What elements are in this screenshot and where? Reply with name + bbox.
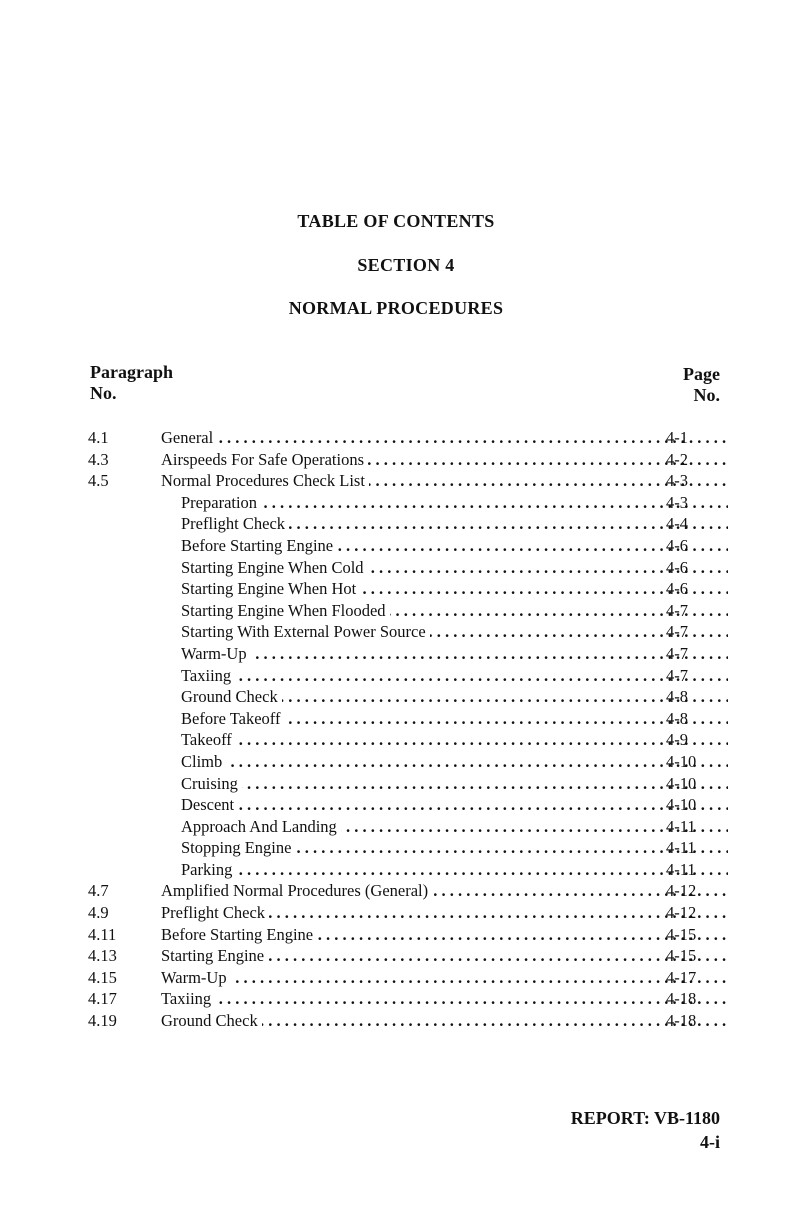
section-title: NORMAL PROCEDURES [288,298,504,318]
toc-leader [161,988,728,1010]
toc-entry [88,880,728,902]
toc-leader [161,967,728,989]
toc-paragraph-number: 4.3 [88,449,109,469]
toc-page-number: 4-9 [666,730,688,750]
toc-entry-title: Taxiing [161,989,215,1008]
toc-entry-title: Takeoff [181,730,236,749]
toc-page-number: 4-18 [666,989,697,1009]
toc-entry-title: Before Starting Engine [181,536,337,555]
paragraph-column-header [90,362,173,404]
toc-entry-title: Normal Procedures Check List [161,471,369,490]
toc-entry [88,535,728,557]
toc-page-number: 4-15 [666,924,697,944]
toc-leader [181,535,728,557]
toc-entry-title: Starting Engine When Flooded [181,601,390,620]
toc-entry [88,945,728,967]
toc-page-number: 4-10 [666,751,697,771]
toc-leader [181,773,728,795]
toc-entry [88,621,728,643]
toc-entry-title: Warm-Up [181,644,251,663]
toc-leader [181,557,728,579]
toc-page-number: 4-18 [666,1011,697,1031]
toc-paragraph-number: 4.1 [88,428,109,447]
toc-entry [88,924,728,946]
toc-leader [181,816,728,838]
toc-leader [181,794,728,816]
toc-entry-title: Warm-Up [161,968,231,987]
toc-entry-title: General [161,428,217,447]
page-number-label: No. [693,385,720,405]
toc-leader [181,859,728,881]
toc-page-number: 4-12 [666,881,697,901]
paragraph-header-label: Paragraph [90,362,173,382]
toc-entry [88,751,728,773]
toc-entry-title: Climb [181,752,226,771]
toc-entry-title: Stopping Engine [181,838,295,857]
toc-heading: TABLE OF CONTENTS [297,211,495,231]
toc-entry [88,492,728,514]
toc-leader [181,513,728,535]
toc-leader [161,945,728,967]
toc-entry-title: Taxiing [181,666,235,685]
toc-entry [88,794,728,816]
toc-leader [181,837,728,859]
toc-page-number: 4-6 [666,535,688,555]
toc-paragraph-number: 4.13 [88,946,117,966]
toc-page-number: 4-12 [666,903,697,923]
toc-entry-title: Cruising [181,774,242,793]
toc-entry-title: Preflight Check [161,903,269,922]
toc-leader [161,902,728,924]
toc-leader [181,492,728,514]
page-column-header [640,364,720,406]
toc-entry [88,686,728,708]
toc-page-number: 4-11 [666,859,696,879]
toc-entry [88,643,728,665]
toc-page-number: 4-10 [666,795,697,815]
toc-leader [181,751,728,773]
toc-leader [181,729,728,751]
toc-paragraph-number: 4.15 [88,967,117,987]
toc-page-number: 4-3 [666,492,688,512]
toc-entry [88,427,728,449]
toc-list [88,427,728,1032]
toc-leader [181,600,728,622]
toc-entry [88,557,728,579]
toc-entry-title: Ground Check [181,687,282,706]
toc-leader [181,621,728,643]
toc-leader [181,708,728,730]
report-number: REPORT: VB-1180 [570,1108,720,1128]
toc-entry [88,773,728,795]
toc-paragraph-number: 4.17 [88,989,117,1009]
toc-page-number: 4-10 [666,773,697,793]
toc-entry-title: Before Starting Engine [161,925,317,944]
toc-entry [88,816,728,838]
toc-leader [181,686,728,708]
toc-entry-title: Starting With External Power Source [181,622,430,641]
toc-leader [161,924,728,946]
toc-entry [88,1010,728,1032]
toc-leader [161,427,728,449]
toc-entry [88,902,728,924]
toc-page-number: 4-17 [666,967,697,987]
toc-leader [181,578,728,600]
toc-page-number: 4-4 [666,514,688,534]
toc-entry-title: Parking [181,860,236,879]
toc-entry [88,708,728,730]
toc-entry-title: Preparation [181,493,261,512]
toc-page-number: 4-11 [666,838,696,858]
toc-page-number: 4-8 [666,708,688,728]
toc-entry-title: Starting Engine [161,946,268,965]
toc-paragraph-number: 4.5 [88,471,109,491]
toc-entry-title: Preflight Check [181,514,289,533]
toc-entry-title: Airspeeds For Safe Operations [161,450,368,469]
toc-entry-title: Starting Engine When Cold [181,558,368,577]
toc-page-number: 4-6 [666,557,688,577]
toc-page-number: 4-8 [666,687,688,707]
toc-entry-title: Amplified Normal Procedures (General) [161,881,432,900]
toc-leader [181,643,728,665]
toc-paragraph-number: 4.7 [88,881,109,901]
toc-entry [88,859,728,881]
toc-page-number: 4-7 [666,622,688,642]
page-label: 4-i [700,1132,720,1152]
toc-leader [161,880,728,902]
toc-paragraph-number: 4.9 [88,903,109,923]
toc-entry [88,665,728,687]
toc-paragraph-number: 4.19 [88,1011,117,1031]
toc-page-number: 4-15 [666,946,697,966]
toc-leader [161,1010,728,1032]
toc-entry [88,837,728,859]
toc-page-number: 4-7 [666,600,688,620]
report-footer [571,1106,720,1154]
toc-page-number: 4-11 [666,816,696,836]
toc-entry [88,988,728,1010]
toc-page-number: 4-3 [666,471,688,491]
toc-page-number: 4-6 [666,579,688,599]
toc-entry-title: Descent [181,795,238,814]
toc-entry [88,470,728,492]
toc-entry [88,578,728,600]
toc-leader [181,665,728,687]
page-header-label: Page [683,364,720,384]
toc-leader [161,470,728,492]
toc-page-number: 4-2 [666,449,688,469]
section-heading: SECTION 4 [357,255,455,275]
paragraph-number-label: No. [90,383,117,403]
toc-entry-title: Before Takeoff [181,709,284,728]
toc-entry [88,967,728,989]
toc-page-number: 4-7 [666,643,688,663]
toc-paragraph-number: 4.11 [88,924,117,944]
toc-entry [88,729,728,751]
toc-entry [88,600,728,622]
toc-entry-title: Ground Check [161,1011,262,1030]
toc-entry [88,513,728,535]
toc-page-number: 4-7 [666,665,688,685]
toc-entry-title: Approach And Landing [181,817,341,836]
toc-entry-title: Starting Engine When Hot [181,579,360,598]
toc-page-number: 4-1 [666,428,688,447]
toc-leader [161,449,728,471]
toc-entry [88,449,728,471]
